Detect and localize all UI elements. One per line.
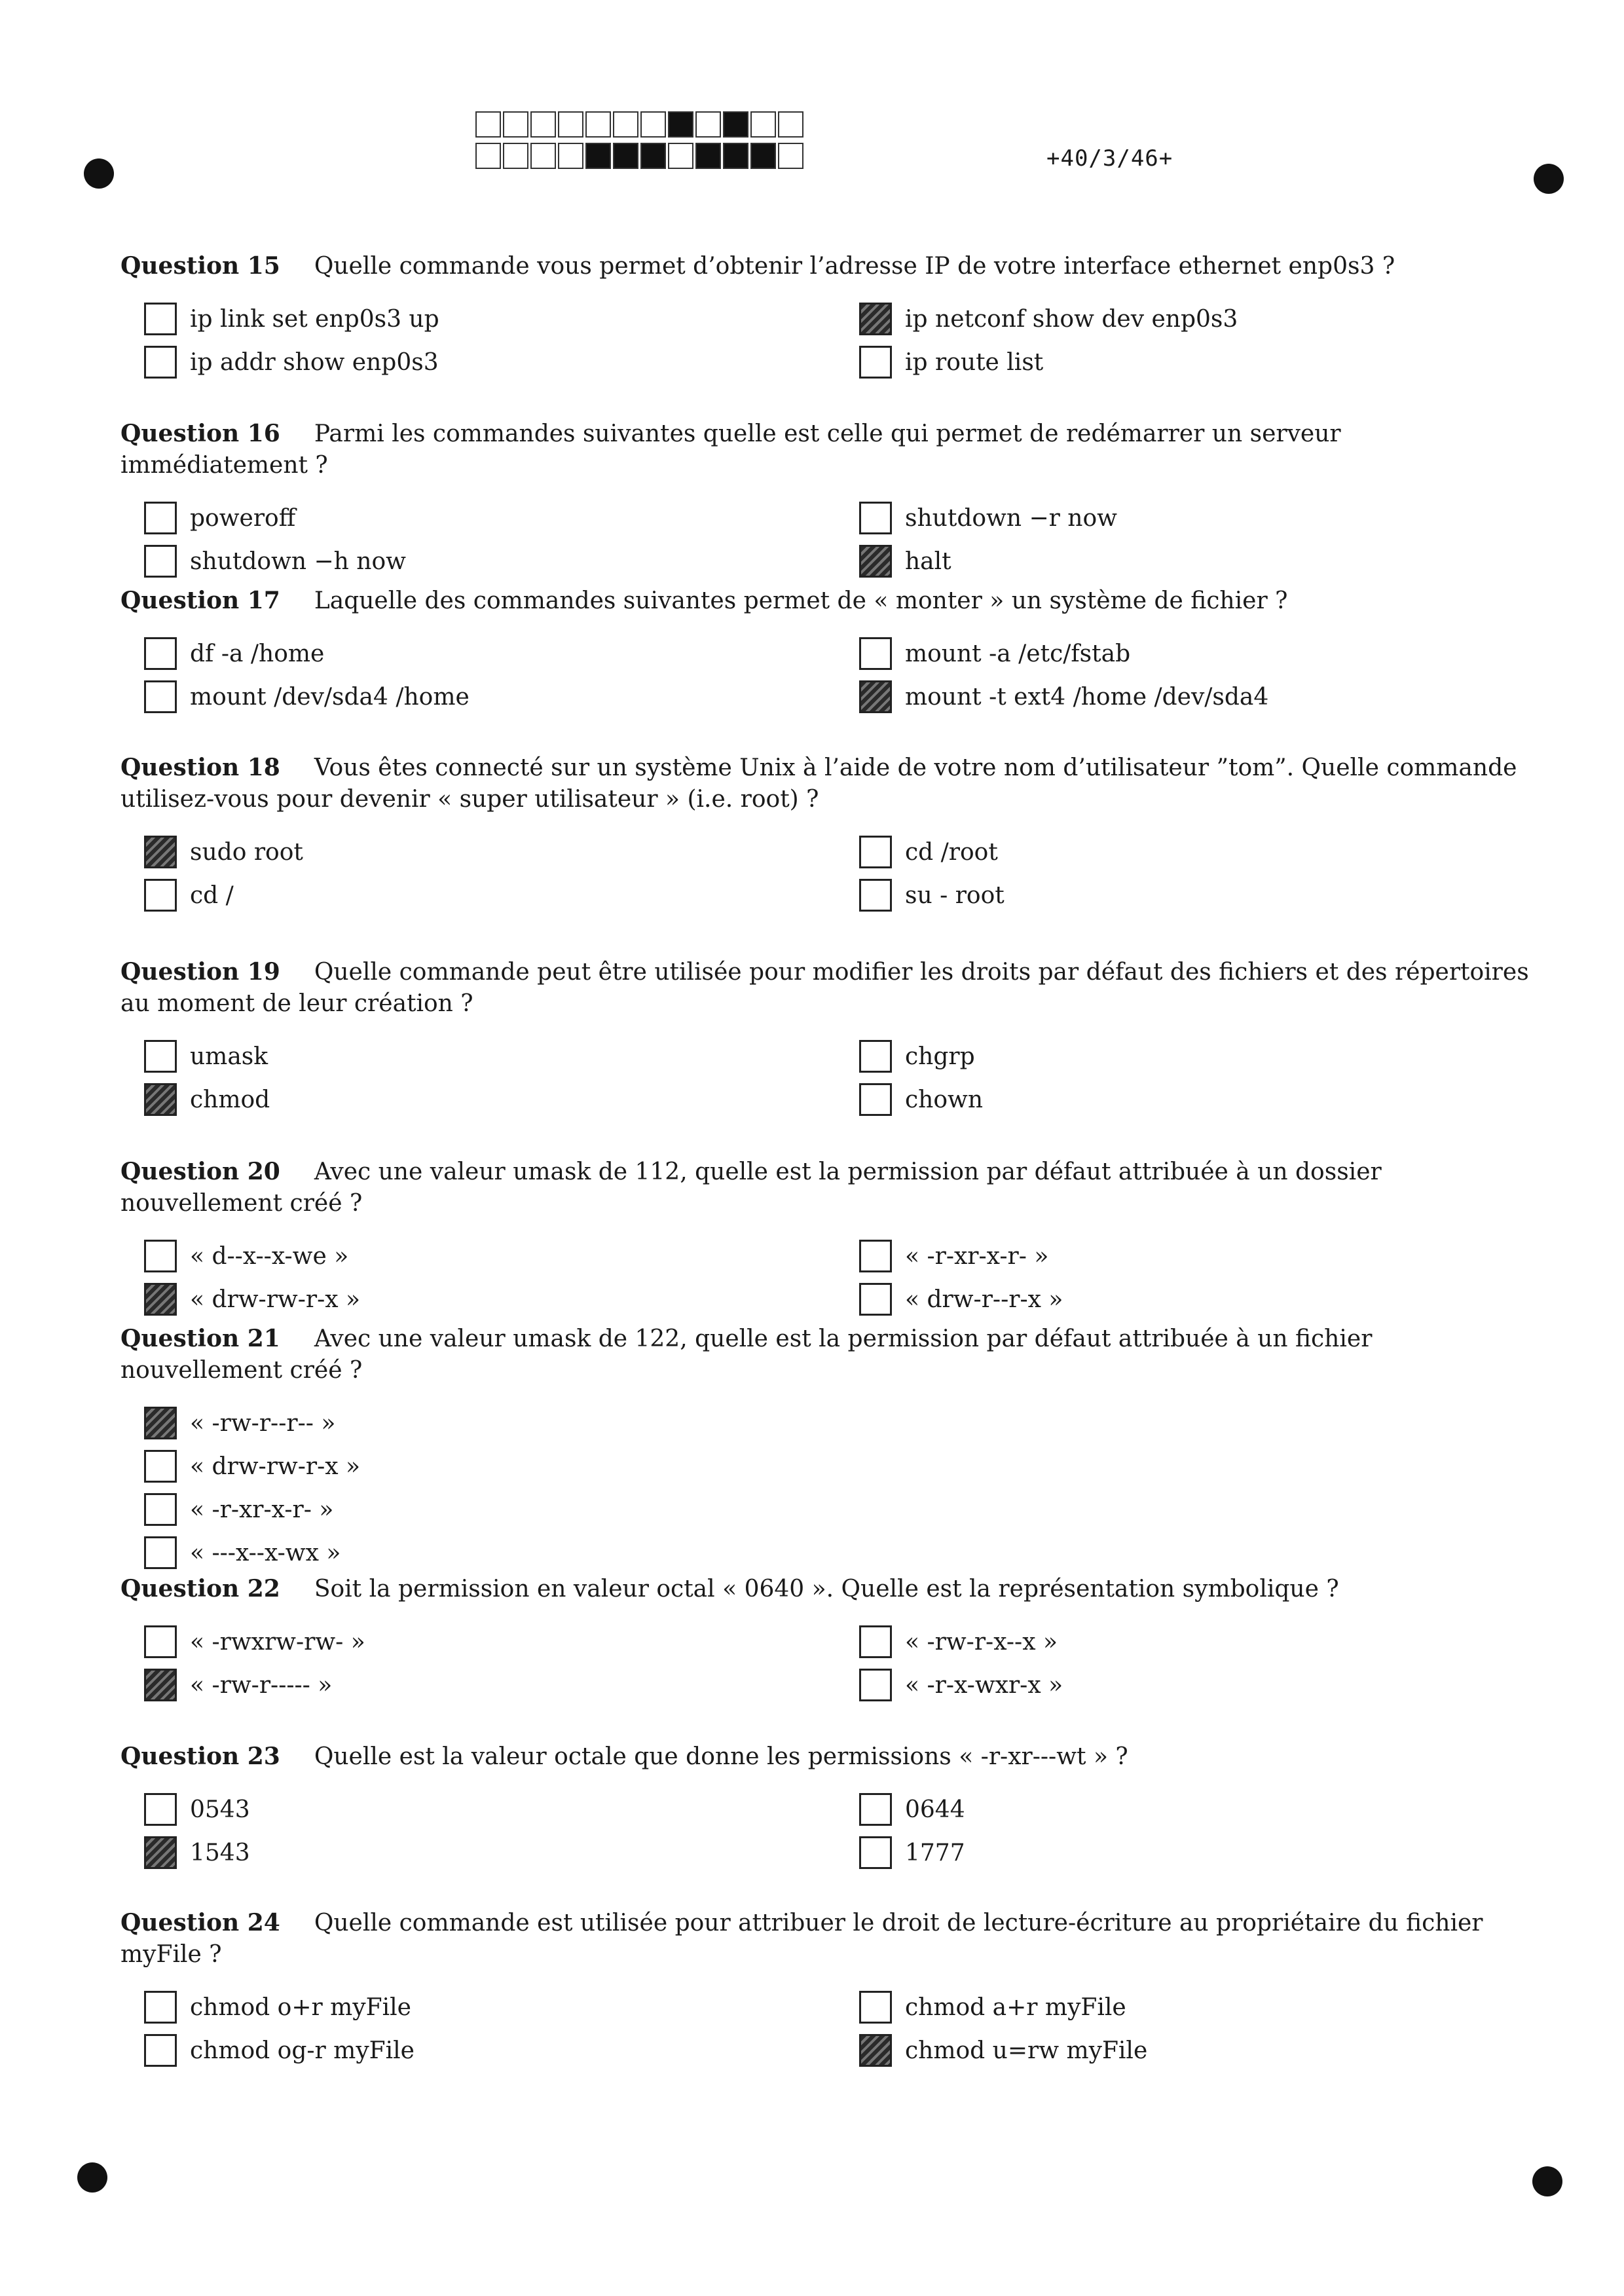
question-label: Question 24 (120, 1909, 280, 1936)
question-18 (120, 752, 1535, 921)
answer-option[interactable] (859, 2033, 1147, 2067)
checkbox-unchecked[interactable] (144, 1991, 177, 2024)
answer-label: « d--x--x-we » (190, 1242, 349, 1270)
checkbox-unchecked[interactable] (859, 1836, 892, 1869)
checkbox-unchecked[interactable] (859, 1991, 892, 2024)
answer-label: mount /dev/sda4 /home (190, 683, 470, 711)
question-prompt: Quelle commande vous permet d’obtenir l’adresse IP de votre interface ethernet enp0s3 ? (314, 253, 1395, 280)
answer-option[interactable] (859, 1668, 1063, 1702)
answer-option[interactable] (144, 878, 234, 912)
checkbox-unchecked[interactable] (144, 637, 177, 670)
answer-option[interactable] (859, 1836, 965, 1870)
answer-option[interactable] (859, 878, 1005, 912)
question-label: Question 15 (120, 252, 280, 280)
answer-label: chmod u=rw myFile (905, 2037, 1148, 2064)
answer-option[interactable] (859, 1792, 965, 1826)
answer-label: su - root (905, 881, 1005, 909)
answer-label: « drw-r--r-x » (905, 1286, 1063, 1313)
answer-option[interactable] (859, 1039, 975, 1073)
answer-label: ip netconf show dev enp0s3 (905, 305, 1238, 333)
answer-option[interactable] (859, 1282, 1063, 1316)
answer-label: ip route list (905, 348, 1044, 376)
checkbox-unchecked[interactable] (144, 1536, 177, 1569)
checkbox-unchecked[interactable] (859, 637, 892, 670)
answer-option[interactable] (144, 1492, 333, 1527)
answer-label: 0644 (905, 1796, 965, 1823)
question-prompt: Quelle commande peut être utilisée pour modifier les droits par défaut des fichiers et des répertoires au moment de leur création ? (120, 959, 1529, 1017)
question-text (120, 1907, 1535, 1971)
checkbox-unchecked[interactable] (144, 879, 177, 912)
answer-label: cd /root (905, 838, 998, 866)
checkbox-unchecked[interactable] (144, 502, 177, 534)
answer-option[interactable] (144, 835, 303, 869)
answer-option[interactable] (859, 501, 1117, 535)
checkbox-unchecked[interactable] (859, 1283, 892, 1316)
answer-label: poweroff (190, 504, 296, 532)
answer-option[interactable] (859, 544, 951, 578)
checkbox-unchecked[interactable] (859, 1669, 892, 1701)
question-label: Question 17 (120, 587, 280, 614)
answer-label: chmod og-r myFile (190, 2037, 415, 2064)
answer-option[interactable] (144, 1239, 348, 1273)
checkbox-unchecked[interactable] (144, 680, 177, 713)
answer-option[interactable] (144, 680, 470, 714)
question-label: Question 20 (120, 1158, 280, 1185)
checkbox-unchecked[interactable] (144, 1450, 177, 1483)
checkbox-checked[interactable] (859, 303, 892, 335)
answer-option[interactable] (144, 1039, 268, 1073)
checkbox-unchecked[interactable] (859, 879, 892, 912)
question-23 (120, 1741, 1535, 1879)
checkbox-unchecked[interactable] (144, 1493, 177, 1526)
answer-option[interactable] (144, 1792, 250, 1826)
registration-mark-bottom-left (77, 2162, 107, 2193)
answer-options (120, 1990, 1535, 2077)
answer-options (120, 1406, 1535, 1579)
checkbox-checked[interactable] (859, 680, 892, 713)
answer-label: chgrp (905, 1043, 975, 1070)
checkbox-unchecked[interactable] (859, 836, 892, 868)
answer-label: chmod (190, 1086, 270, 1113)
question-text (120, 585, 1535, 617)
answer-option[interactable] (144, 1536, 341, 1570)
question-label: Question 22 (120, 1575, 280, 1602)
question-text (120, 1323, 1535, 1386)
question-text (120, 752, 1535, 815)
answer-label: « drw-rw-r-x » (190, 1286, 361, 1313)
answer-label: « -r-x-wxr-x » (905, 1671, 1063, 1699)
answer-label: df -a /home (190, 640, 325, 667)
answer-label: « -rwxrw-rw- » (190, 1628, 365, 1656)
answer-options (120, 835, 1535, 921)
answer-option[interactable] (859, 1625, 1058, 1659)
checkbox-unchecked[interactable] (144, 1240, 177, 1272)
checkbox-unchecked[interactable] (144, 2034, 177, 2067)
answer-options (120, 1239, 1535, 1325)
answer-label: « -r-xr-x-r- » (190, 1496, 334, 1523)
answer-label: 1543 (190, 1839, 250, 1866)
checkbox-checked[interactable] (859, 545, 892, 578)
question-label: Question 16 (120, 420, 280, 447)
registration-mark-bottom-right (1532, 2166, 1562, 2196)
registration-mark-top-left (84, 158, 114, 189)
answer-option[interactable] (144, 1668, 332, 1702)
registration-mark-top-right (1534, 164, 1564, 194)
answer-option[interactable] (859, 1239, 1048, 1273)
answer-label: chown (905, 1086, 984, 1113)
answer-option[interactable] (144, 1449, 360, 1483)
answer-options (120, 302, 1535, 388)
answer-label: umask (190, 1043, 268, 1070)
answer-label: « -rw-r----- » (190, 1671, 333, 1699)
answer-option[interactable] (859, 1990, 1126, 2024)
answer-option[interactable] (144, 1836, 250, 1870)
question-prompt: Laquelle des commandes suivantes permet de « monter » un système de fichier ? (314, 587, 1288, 614)
question-22 (120, 1573, 1535, 1711)
checkbox-unchecked[interactable] (859, 1240, 892, 1272)
question-label: Question 18 (120, 754, 280, 781)
question-prompt: Vous êtes connecté sur un système Unix à l’aide de votre nom d’utilisateur ”tom”. Quelle commande utilisez-vous pour devenir « super utilisateur » (i.e. root) ? (120, 754, 1517, 813)
question-label: Question 21 (120, 1325, 280, 1352)
question-label: Question 19 (120, 958, 280, 986)
answer-option[interactable] (859, 302, 1238, 336)
answer-option[interactable] (144, 345, 439, 379)
answer-label: ip link set enp0s3 up (190, 305, 439, 333)
answer-label: « ---x--x-wx » (190, 1539, 341, 1566)
answer-label: « -rw-r-x--x » (905, 1628, 1058, 1656)
answer-option[interactable] (144, 1990, 411, 2024)
checkbox-unchecked[interactable] (144, 346, 177, 379)
checkbox-unchecked[interactable] (859, 1793, 892, 1826)
checkbox-checked[interactable] (144, 1407, 177, 1439)
checkbox-checked[interactable] (859, 2034, 892, 2067)
question-text (120, 1573, 1535, 1605)
question-label: Question 23 (120, 1743, 280, 1770)
checkbox-unchecked[interactable] (144, 1793, 177, 1826)
page-barcode (475, 111, 805, 174)
question-text (120, 1156, 1535, 1219)
question-prompt: Soit la permission en valeur octal « 0640 ». Quelle est la représentation symbolique ? (314, 1576, 1339, 1602)
question-20 (120, 1156, 1535, 1325)
answer-label: 1777 (905, 1839, 965, 1866)
answer-option[interactable] (144, 1083, 270, 1117)
checkbox-unchecked[interactable] (859, 346, 892, 379)
answer-options (120, 637, 1535, 723)
answer-label: « drw-rw-r-x » (190, 1453, 361, 1480)
answer-option[interactable] (144, 544, 406, 578)
answer-option[interactable] (144, 302, 439, 336)
question-16 (120, 418, 1535, 587)
answer-label: shutdown −h now (190, 547, 406, 575)
checkbox-unchecked[interactable] (859, 1083, 892, 1116)
question-prompt: Parmi les commandes suivantes quelle est celle qui permet de redémarrer un serveur immédiatement ? (120, 420, 1341, 479)
checkbox-unchecked[interactable] (144, 303, 177, 335)
answer-options (120, 501, 1535, 587)
answer-label: 0543 (190, 1796, 250, 1823)
question-21 (120, 1323, 1535, 1579)
answer-option[interactable] (859, 345, 1043, 379)
page-id: +40/3/46+ (1046, 145, 1173, 172)
answer-label: shutdown −r now (905, 504, 1117, 532)
checkbox-unchecked[interactable] (144, 1625, 177, 1658)
answer-label: mount -t ext4 /home /dev/sda4 (905, 683, 1269, 711)
checkbox-checked[interactable] (144, 1283, 177, 1316)
answer-option[interactable] (144, 501, 295, 535)
answer-option[interactable] (144, 1625, 365, 1659)
answer-options (120, 1625, 1535, 1711)
question-15 (120, 250, 1535, 388)
question-19 (120, 956, 1535, 1126)
question-prompt: Quelle commande est utilisée pour attribuer le droit de lecture-écriture au propriétaire du fichier myFile ? (120, 1910, 1483, 1968)
answer-label: sudo root (190, 838, 303, 866)
checkbox-checked[interactable] (144, 836, 177, 868)
question-text (120, 1741, 1535, 1773)
question-prompt: Avec une valeur umask de 112, quelle est la permission par défaut attribuée à un dossier nouvellement créé ? (120, 1158, 1382, 1217)
answer-label: chmod a+r myFile (905, 1993, 1126, 2021)
answer-label: cd / (190, 881, 234, 909)
answer-options (120, 1039, 1535, 1126)
checkbox-checked[interactable] (144, 1836, 177, 1869)
answer-label: « -rw-r--r-- » (190, 1409, 336, 1437)
question-24 (120, 1907, 1535, 2077)
question-prompt: Avec une valeur umask de 122, quelle est la permission par défaut attribuée à un fichier nouvellement créé ? (120, 1325, 1373, 1384)
checkbox-checked[interactable] (144, 1083, 177, 1116)
answer-label: chmod o+r myFile (190, 1993, 411, 2021)
answer-label: « -r-xr-x-r- » (905, 1242, 1049, 1270)
answer-option[interactable] (144, 637, 324, 671)
question-text (120, 418, 1535, 481)
answer-option[interactable] (859, 835, 998, 869)
question-prompt: Quelle est la valeur octale que donne les permissions « -r-xr---wt » ? (314, 1743, 1128, 1770)
checkbox-checked[interactable] (144, 1669, 177, 1701)
checkbox-unchecked[interactable] (859, 1625, 892, 1658)
answer-label: halt (905, 547, 951, 575)
answer-option[interactable] (144, 1406, 335, 1440)
question-17 (120, 585, 1535, 723)
answer-option[interactable] (859, 1083, 983, 1117)
checkbox-unchecked[interactable] (144, 545, 177, 578)
checkbox-unchecked[interactable] (144, 1040, 177, 1073)
answer-option[interactable] (144, 2033, 415, 2067)
question-text (120, 956, 1535, 1020)
answer-options (120, 1792, 1535, 1879)
answer-label: ip addr show enp0s3 (190, 348, 439, 376)
question-text (120, 250, 1535, 282)
answer-option[interactable] (859, 680, 1268, 714)
checkbox-unchecked[interactable] (859, 1040, 892, 1073)
answer-option[interactable] (144, 1282, 360, 1316)
answer-label: mount -a /etc/fstab (905, 640, 1131, 667)
answer-option[interactable] (859, 637, 1130, 671)
checkbox-unchecked[interactable] (859, 502, 892, 534)
